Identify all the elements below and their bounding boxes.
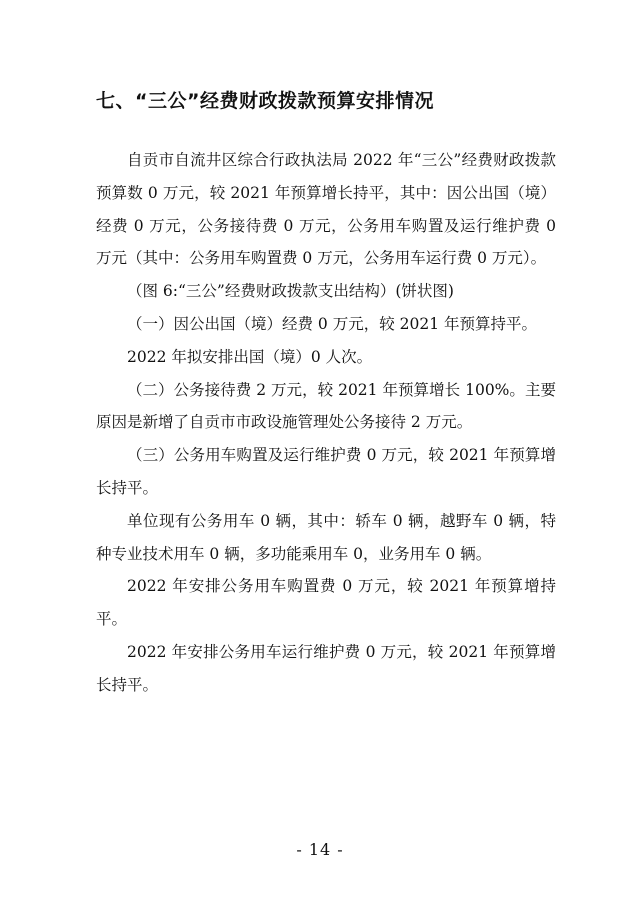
paragraph-overview: 自贡市自流井区综合行政执法局 2022 年“三公”经费财政拨款预算数 0 万元，较 2021 年预算增长持平，其中：因公出国（境）经费 0 万元，公务接待费 0 万元，公务用车购置及运行维护费 0 万元（其中：公务用车购置费 0 万元，公务用车运行费 0 万元）。 [96, 151, 556, 268]
paragraph-overseas-cost: （一）因公出国（境）经费 0 万元，较 2021 年预算持平。 [127, 314, 538, 333]
paragraph-vehicle-count: 单位现有公务用车 0 辆，其中：轿车 0 辆，越野车 0 辆，特种专业技术用车 0 辆，多功能乘用车 0，业务用车 0 辆。 [96, 511, 556, 563]
paragraph-vehicle-purchase: 2022 年安排公务用车购置费 0 万元，较 2021 年预算增持平。 [96, 577, 556, 629]
paragraph-overseas-trips: 2022 年拟安排出国（境）0 人次。 [127, 347, 373, 366]
paragraph-vehicle-operation: 2022 年安排公务用车运行维护费 0 万元，较 2021 年预算增长持平。 [96, 642, 556, 694]
paragraph-vehicle-cost: （三）公务用车购置及运行维护费 0 万元，较 2021 年预算增长持平。 [96, 446, 556, 497]
section-heading: 七、“三公”经费财政拨款预算安排情况 [96, 90, 434, 112]
paragraph-reception-cost: （二）公务接待费 2 万元，较 2021 年预算增长 100%。主要原因是新增了自贡市市政设施管理处公务接待 2 万元。 [96, 380, 556, 432]
page-number: - 14 - [296, 840, 344, 859]
body-text [96, 144, 556, 702]
paragraph-figure-caption: （图 6:“三公”经费财政拨款支出结构）(饼状图) [127, 282, 454, 301]
